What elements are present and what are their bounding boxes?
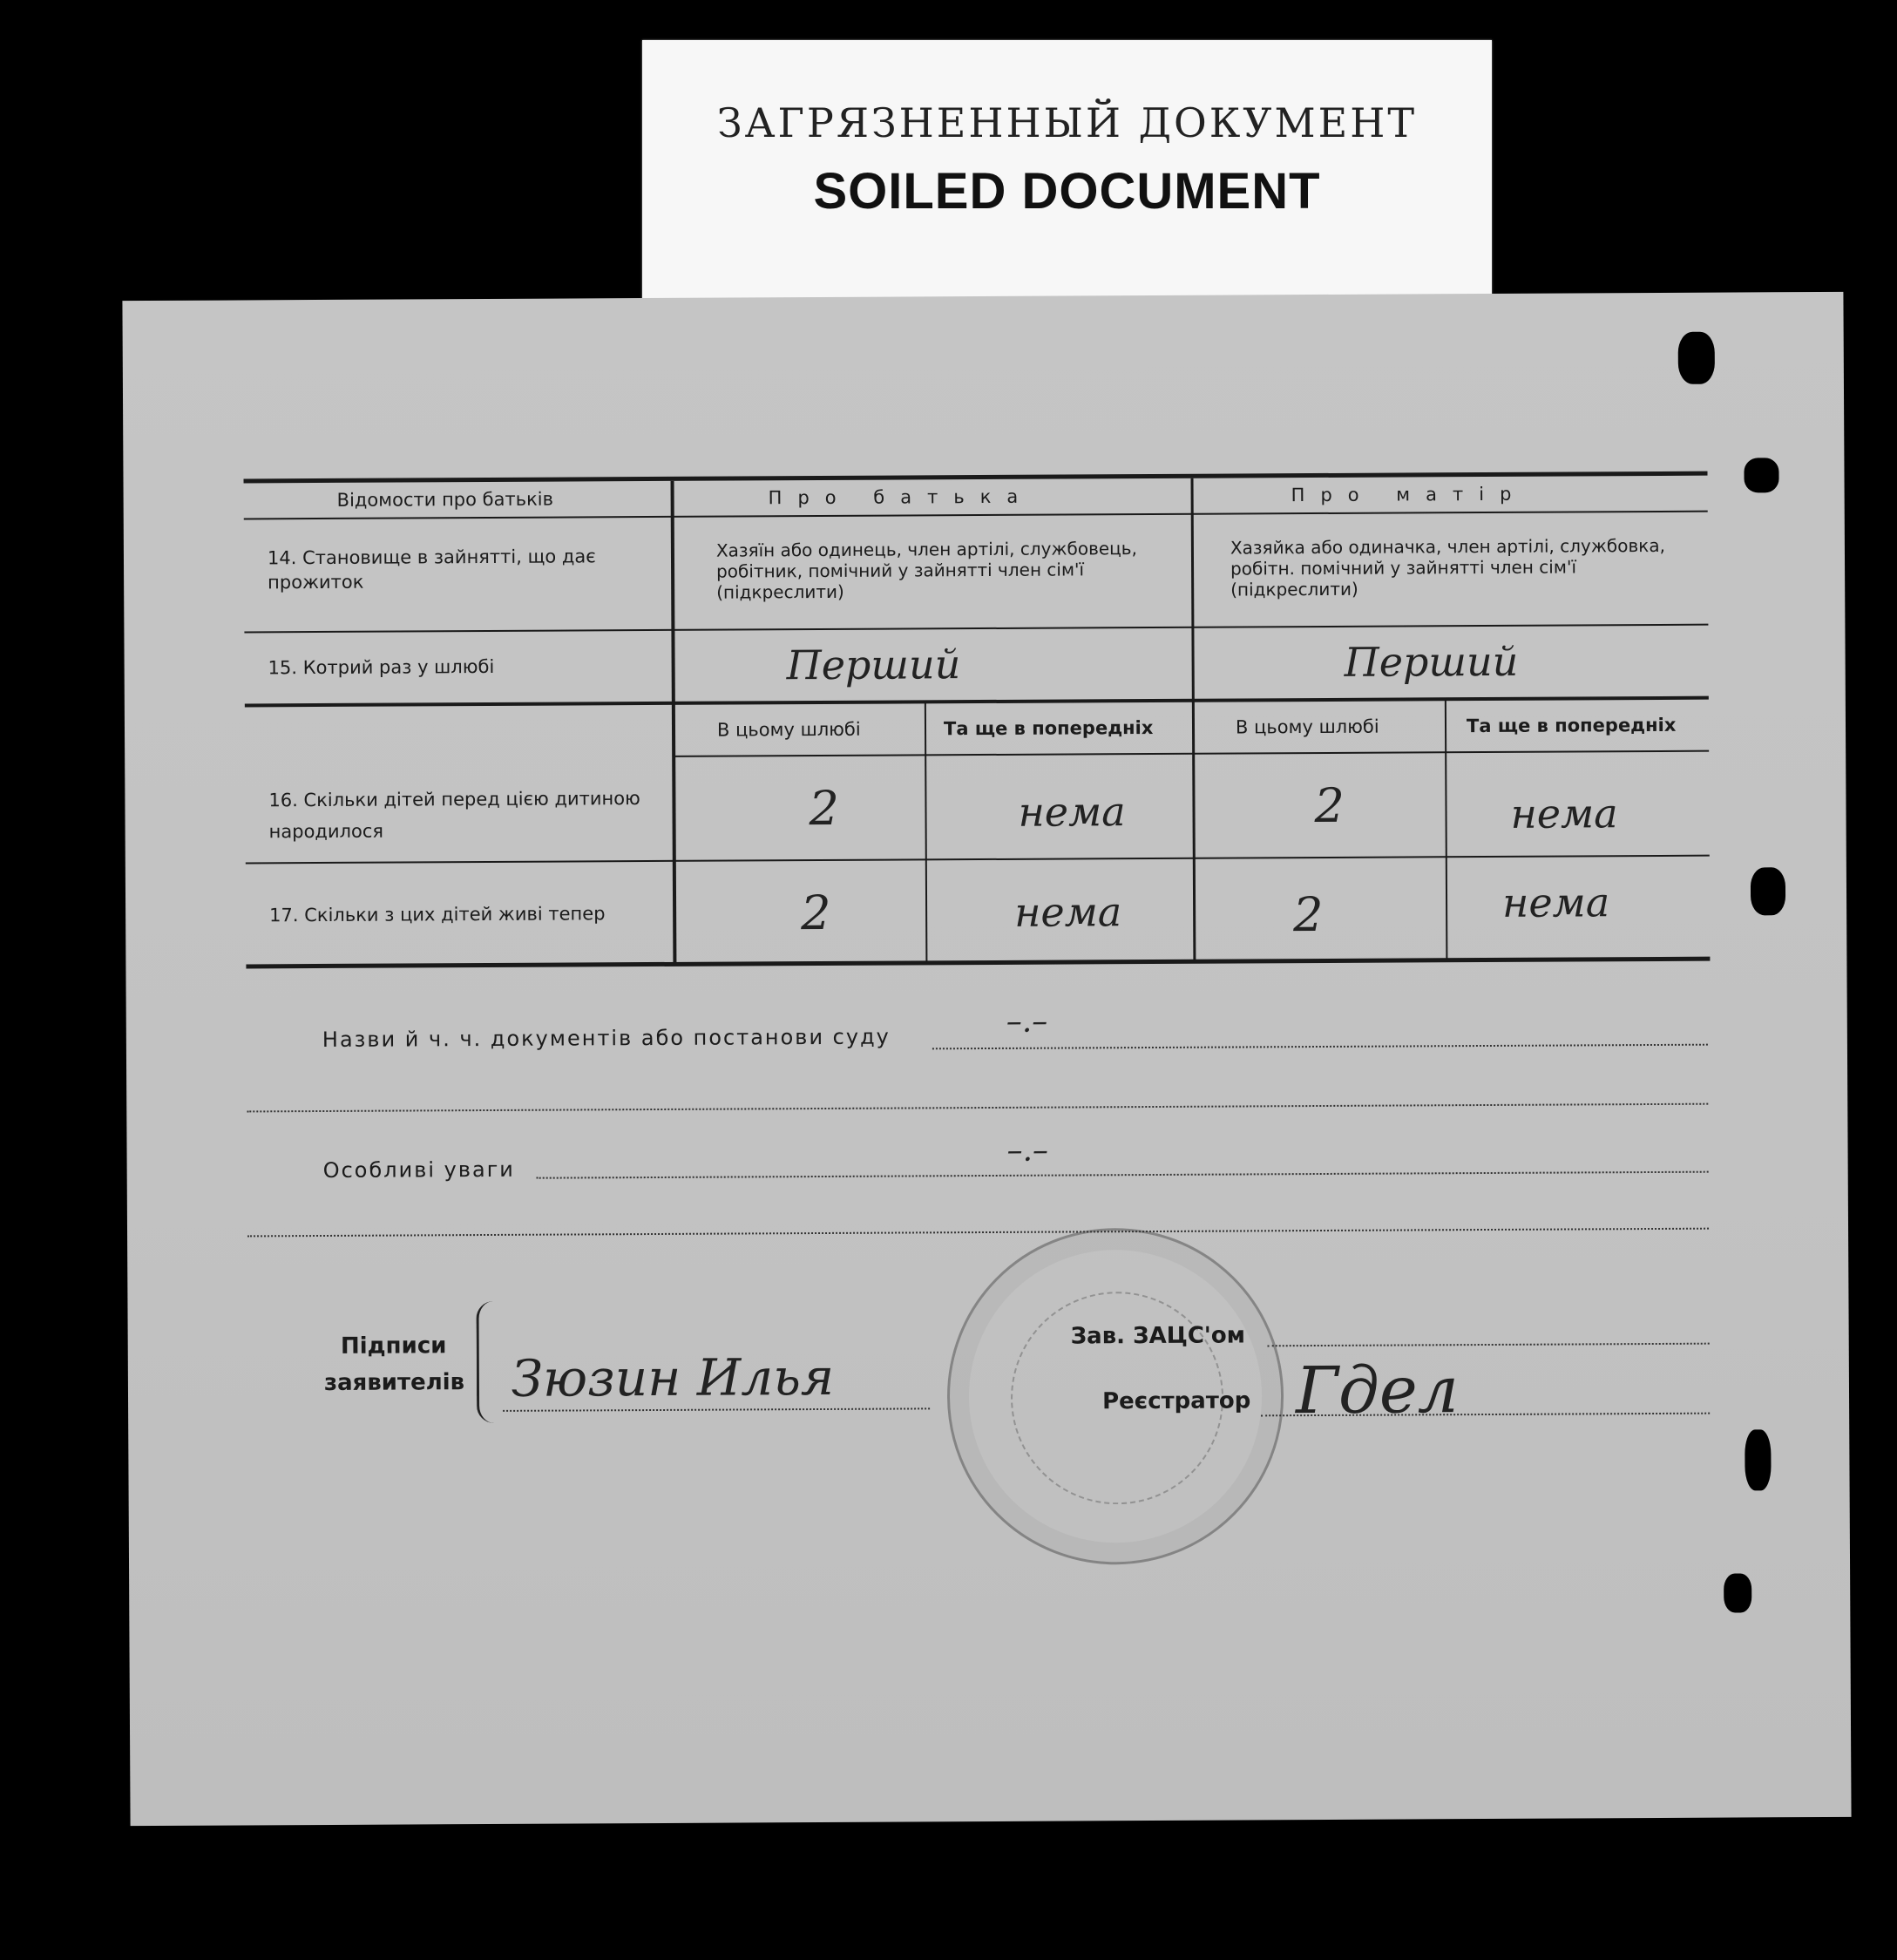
row14-father-options: Хазяїн або одинець, член артілі, службовець, робітник, помічний у зайнятті член сім'ї (підкреслити) [715, 538, 1137, 603]
row17-father-this: 2 [800, 885, 831, 941]
subheader-father-this: В цьому шлюбі [716, 718, 861, 741]
table-header-rule [244, 511, 1708, 520]
row16-father-prev: нема [1018, 788, 1126, 836]
label-russian: ЗАГРЯЗНЕННЫЙ ДОКУМЕНТ [716, 99, 1418, 146]
register-form-page [122, 292, 1851, 1826]
row15-mother-value: Перший [1344, 637, 1519, 686]
row16-father-this: 2 [809, 780, 840, 837]
documents-line [932, 1044, 1708, 1050]
applicant-signature-line [503, 1407, 930, 1412]
remarks-line [537, 1171, 1709, 1179]
remarks-label: Особливі уваги [322, 1156, 515, 1183]
col-divider-mother-sub [1445, 699, 1448, 960]
table-bottom-rule [246, 957, 1710, 969]
row14-rule [244, 624, 1708, 634]
subheader-father-prev: Та ще в попередніх [943, 716, 1154, 740]
paper-hole [1724, 1573, 1751, 1612]
applicants-label: Підписи заявителів [323, 1333, 465, 1396]
documents-label: Назви й ч. ч. документів або постанови суду [322, 1024, 891, 1052]
applicants-brace [476, 1301, 495, 1423]
row14-label: 14. Становище в зайнятті, що дає прожиток [267, 546, 596, 593]
head-signature-line [1268, 1343, 1710, 1347]
row17-mother-this: 2 [1292, 886, 1324, 943]
row16-mother-prev: нема [1510, 790, 1618, 838]
col-divider-1 [671, 481, 677, 965]
row16-label: 16. Скільки дітей перед цією дитиною народилося [268, 788, 640, 843]
label-english: SOILED DOCUMENT [813, 163, 1321, 220]
applicant-signature: Зюзин Илья [511, 1346, 835, 1408]
paper-hole [1745, 1429, 1771, 1490]
soiled-document-label [642, 40, 1492, 302]
header-father: Про батька [768, 485, 1034, 509]
subheader-mother-this: В цьому шлюбі [1235, 716, 1379, 738]
row15-father-value: Перший [786, 641, 961, 689]
documents-line-2 [247, 1103, 1708, 1113]
remarks-line-2 [247, 1228, 1709, 1238]
paper-hole [1678, 332, 1715, 384]
row17-label: 17. Скільки з цих дітей живі тепер [269, 903, 606, 926]
paper-hole [1751, 867, 1785, 915]
head-label: Зав. ЗАЦС'ом [1070, 1322, 1246, 1350]
row15-label: 15. Котрий раз у шлюбі [268, 655, 495, 679]
header-mother: Про матір [1291, 483, 1528, 506]
row17-father-prev: нема [1013, 888, 1122, 936]
registrar-signature: Гдел [1295, 1353, 1460, 1429]
row17-mother-prev: нема [1501, 878, 1610, 926]
col-divider-2 [1191, 478, 1196, 962]
row14-mother-options: Хазяйка або одиначка, член артілі, службовка, робітн. помічний у зайнятті член сім'ї (підкреслити) [1230, 534, 1665, 600]
col-divider-father-sub [925, 702, 928, 963]
row16-rule [246, 855, 1710, 865]
row16-mother-this: 2 [1314, 777, 1345, 834]
row15-rule [245, 696, 1709, 708]
paper-hole [1744, 458, 1778, 492]
header-parents-info: Відомости про батьків [336, 488, 554, 511]
registrar-label: Реєстратор [1101, 1387, 1251, 1415]
documents-value: –.– [1006, 1003, 1048, 1040]
subheader-mother-prev: Та ще в попередніх [1466, 714, 1677, 737]
remarks-value: –.– [1006, 1132, 1049, 1169]
